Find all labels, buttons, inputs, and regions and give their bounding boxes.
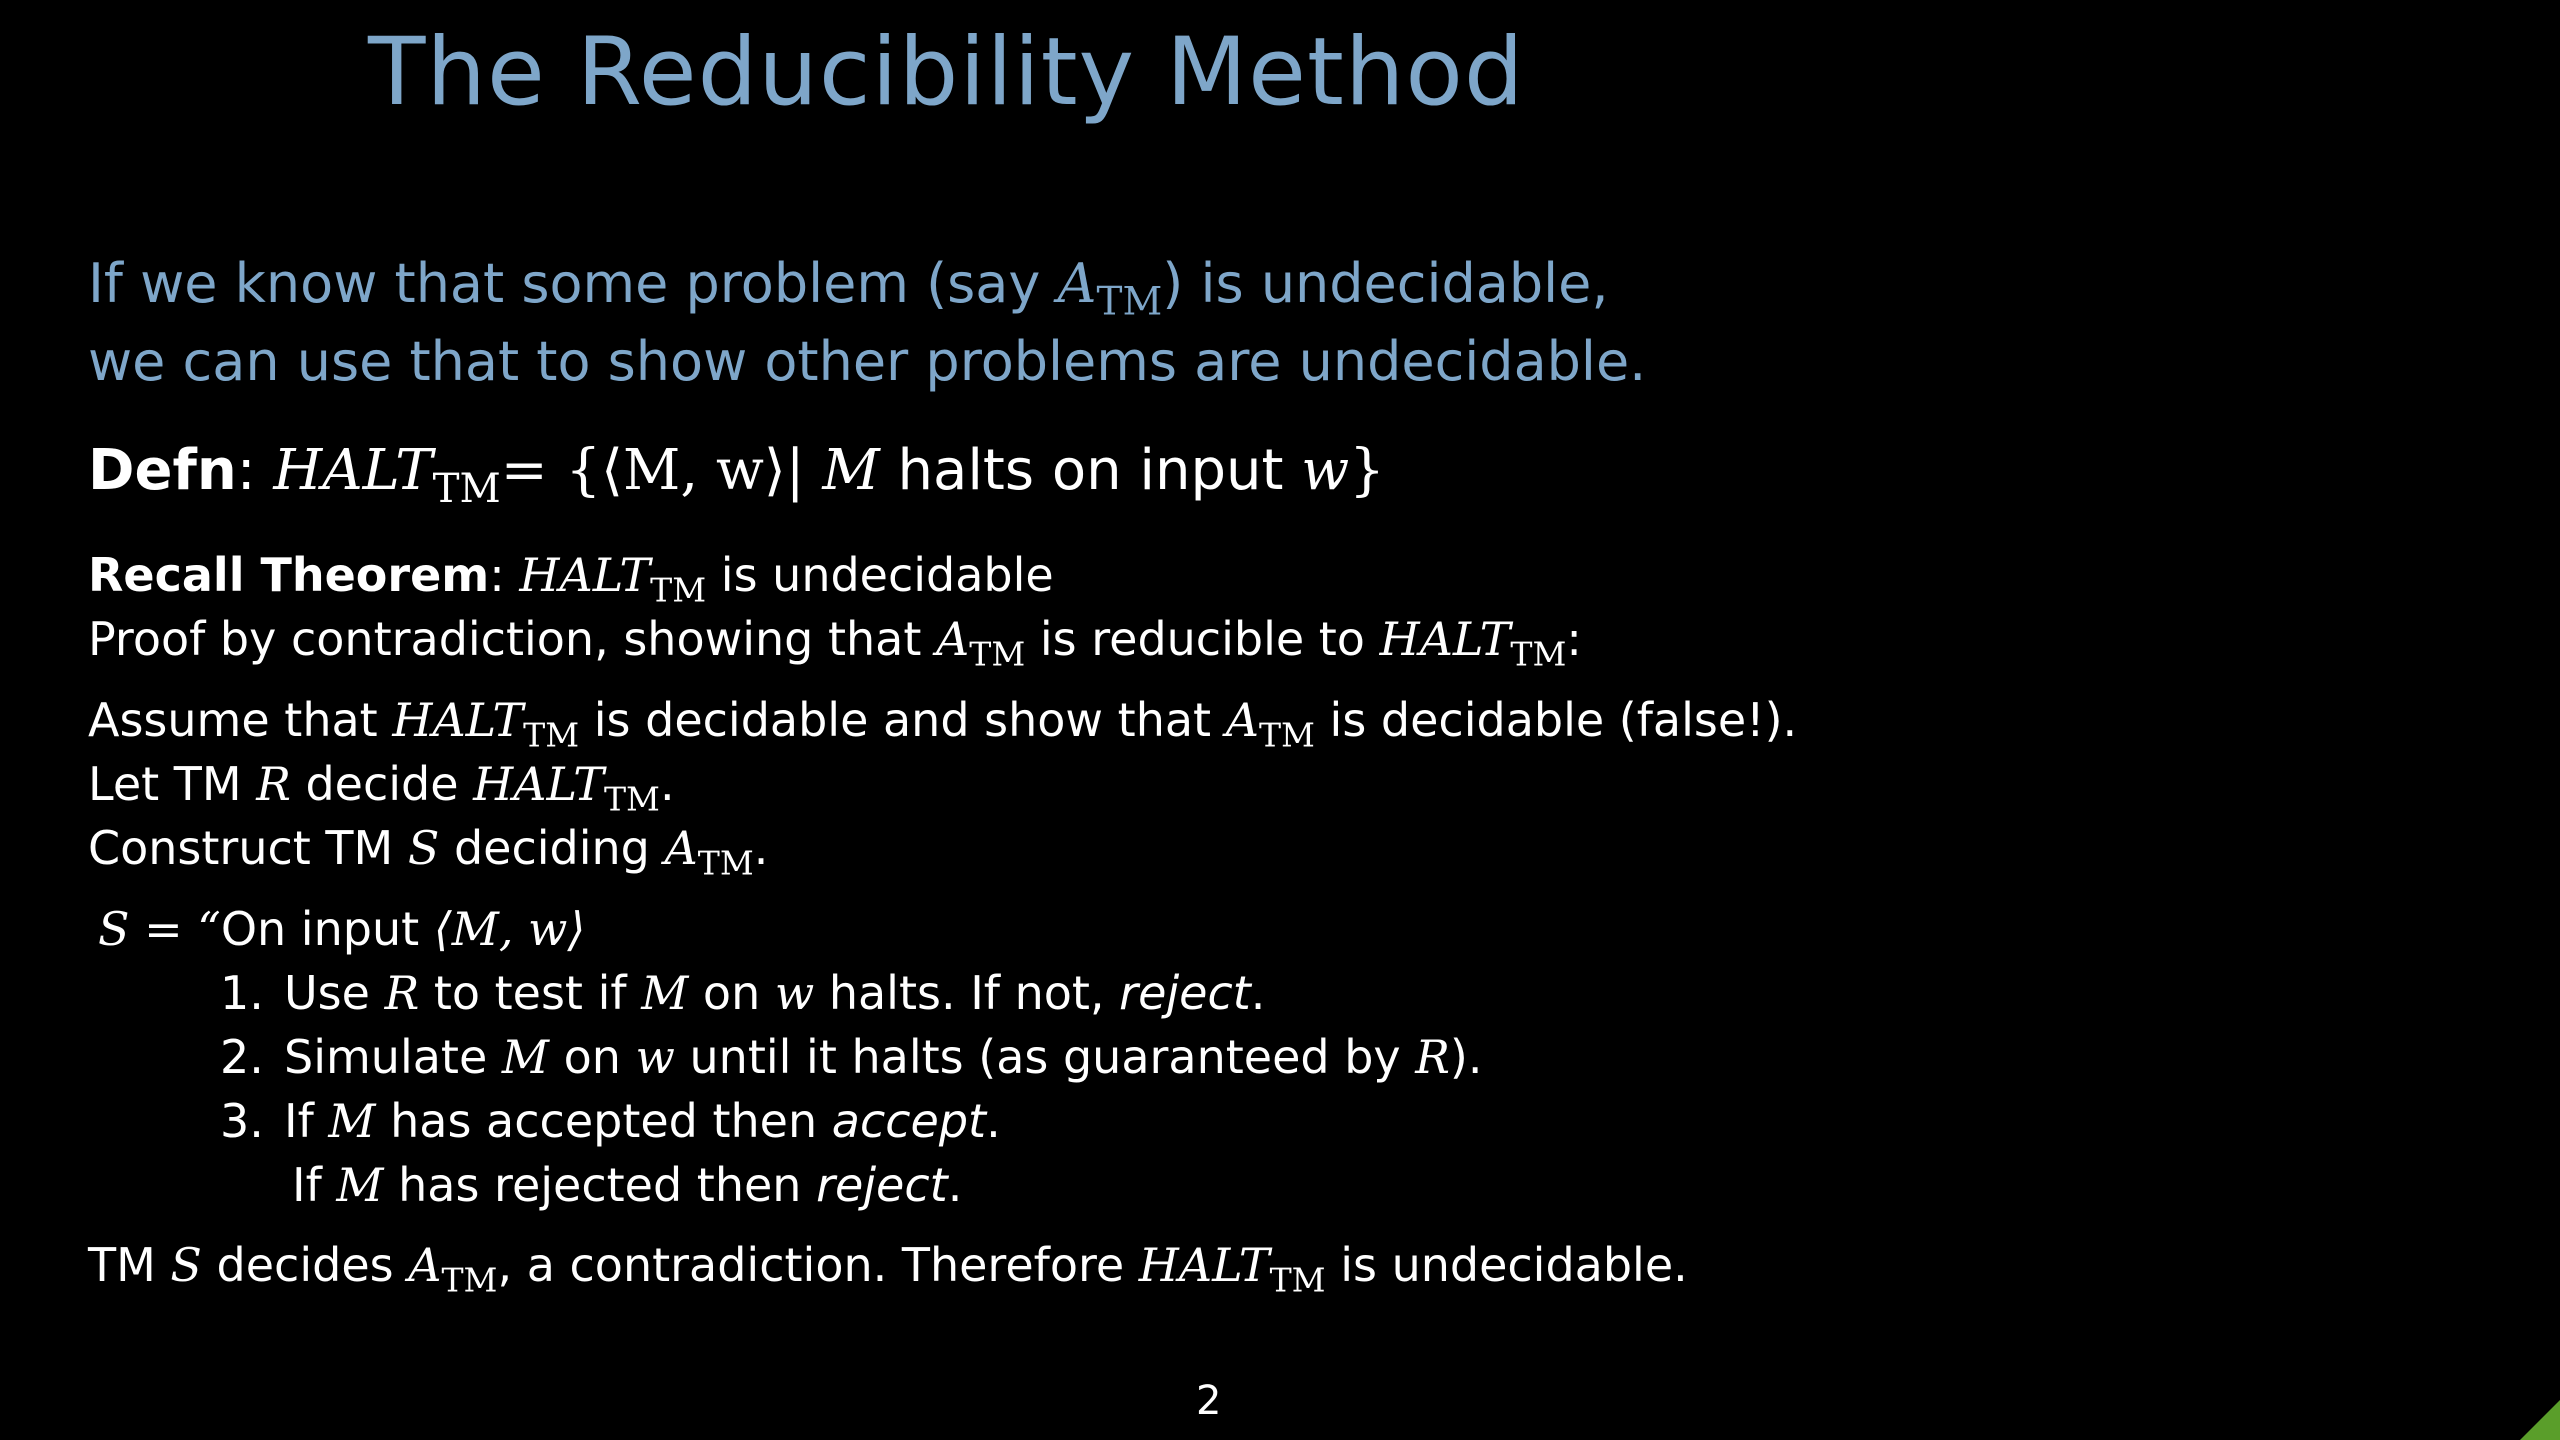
machine-definition: S = “On input ⟨M, w⟩ bbox=[98, 902, 586, 956]
proof-line-1: Proof by contradiction, showing that $A_{TM}$ is reducible to $HALT_{TM}$: bbox=[88, 612, 1582, 674]
proof-line-4: Construct TM S deciding $A_{TM}$. bbox=[88, 821, 769, 883]
step-2: 2. Simulate M on w until it halts (as guaranteed by R). bbox=[220, 1030, 1483, 1084]
proof-line-2: Assume that $HALT_{TM}$ is decidable and show that $A_{TM}$ is decidable (false!). bbox=[88, 693, 1798, 755]
step-1: 1. Use R to test if M on w halts. If not, reject. bbox=[220, 966, 1266, 1020]
page-number: 2 bbox=[1196, 1378, 1222, 1424]
conclusion: TM S decides $A_{TM}$, a contradiction. Therefore $HALT_{TM}$ is undecidable. bbox=[88, 1238, 1688, 1300]
step-3-continued: If M has rejected then reject. bbox=[292, 1158, 963, 1212]
slide-title: The Reducibility Method bbox=[368, 18, 1525, 127]
proof-line-3: Let TM R decide $HALT_{TM}$. bbox=[88, 757, 675, 819]
intro-line-1: If we know that some problem (say $A_{TM}$) is undecidable, bbox=[88, 252, 1609, 325]
definition: Defn: $HALT_{TM}=$ {⟨M, w⟩| M halts on input w} bbox=[88, 438, 1385, 512]
recall-theorem: Recall Theorem: $HALT_{TM}$ is undecidable bbox=[88, 548, 1054, 610]
corner-accent bbox=[2520, 1400, 2560, 1440]
intro-line-2: we can use that to show other problems are undecidable. bbox=[88, 330, 1647, 393]
step-3: 3. If M has accepted then accept. bbox=[220, 1094, 1001, 1148]
